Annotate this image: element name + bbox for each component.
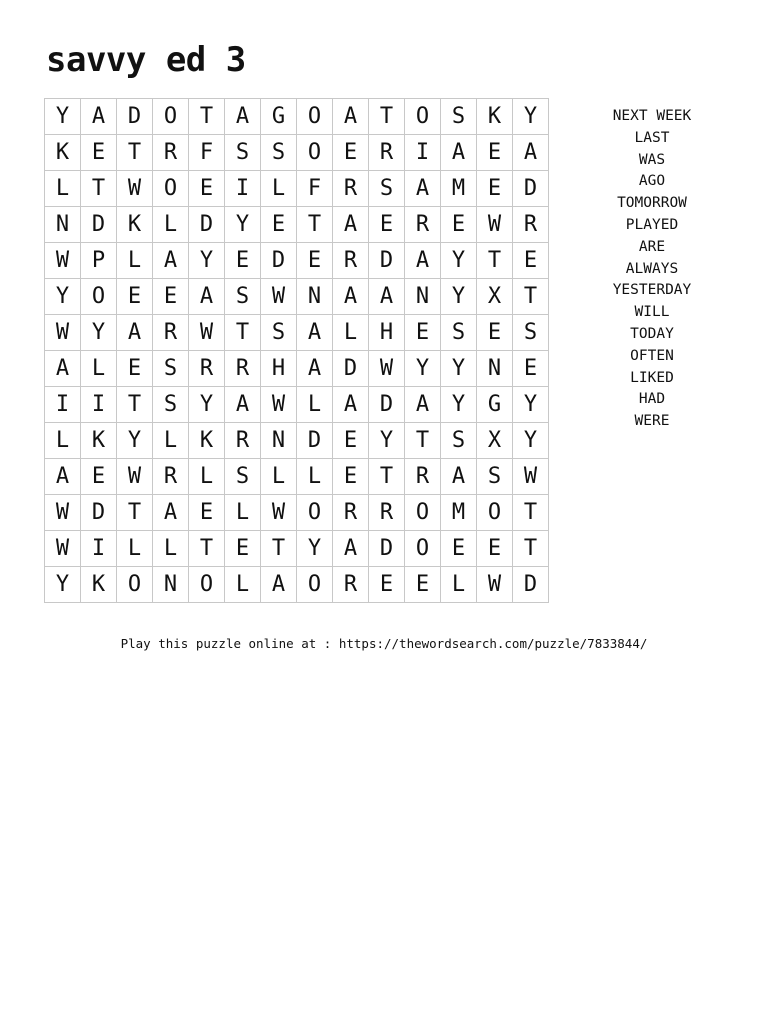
grid-row [45,423,549,459]
grid-cell: S [441,423,477,459]
grid-cell: A [117,315,153,351]
grid-cell: R [333,171,369,207]
grid-cell: A [153,243,189,279]
grid-cell: A [225,99,261,135]
word-list-item: NEXT WEEK [612,108,692,124]
grid-cell: E [441,531,477,567]
grid-cell: D [369,387,405,423]
grid-cell: H [261,351,297,387]
grid-cell: D [81,207,117,243]
grid-cell: E [117,351,153,387]
grid-cell: L [153,423,189,459]
grid-cell: E [297,243,333,279]
grid-cell: A [81,99,117,135]
grid-cell: Y [513,423,549,459]
grid-cell: R [333,243,369,279]
grid-cell: R [513,207,549,243]
grid-cell: A [405,387,441,423]
grid-cell: L [225,567,261,603]
word-list-item: ARE [638,238,666,255]
grid-cell: I [225,171,261,207]
grid-cell: D [333,351,369,387]
grid-cell: T [369,99,405,135]
grid-cell: A [297,351,333,387]
grid-cell: D [261,243,297,279]
grid-cell: E [369,207,405,243]
grid-cell: T [81,171,117,207]
grid-cell: W [117,171,153,207]
grid-cell: D [369,243,405,279]
grid-cell: E [513,351,549,387]
grid-cell: W [45,243,81,279]
grid-cell: E [369,567,405,603]
grid-cell: I [405,135,441,171]
grid-cell: K [81,567,117,603]
grid-cell: Y [513,99,549,135]
grid-cell: E [441,207,477,243]
grid-cell: K [117,207,153,243]
grid-cell: S [153,387,189,423]
grid-cell: A [405,243,441,279]
grid-cell: R [405,207,441,243]
grid-cell: E [225,531,261,567]
grid-cell: W [45,531,81,567]
word-list-item: LAST [634,129,670,146]
grid-cell: N [45,207,81,243]
grid-cell: N [477,351,513,387]
grid-cell: S [513,315,549,351]
grid-cell: R [333,495,369,531]
word-search-grid [44,98,549,603]
grid-cell: Y [405,351,441,387]
grid-row [45,279,549,315]
grid-cell: W [261,495,297,531]
grid-cell: W [117,459,153,495]
grid-cell: D [513,171,549,207]
grid-cell: T [513,495,549,531]
grid-cell: Y [441,351,477,387]
grid-cell: T [297,207,333,243]
grid-cell: T [117,135,153,171]
grid-cell: D [189,207,225,243]
grid-cell: O [297,495,333,531]
grid-cell: A [45,459,81,495]
grid-row [45,567,549,603]
grid-cell: D [81,495,117,531]
word-list-item: OFTEN [630,347,674,364]
grid-cell: R [369,135,405,171]
grid-cell: W [261,387,297,423]
grid-cell: A [333,531,369,567]
grid-cell: Y [189,243,225,279]
grid-cell: T [117,387,153,423]
grid-cell: G [261,99,297,135]
grid-cell: E [333,459,369,495]
grid-cell: W [369,351,405,387]
grid-cell: F [189,135,225,171]
grid-cell: F [297,171,333,207]
grid-cell: O [189,567,225,603]
grid-cell: T [261,531,297,567]
grid-cell: A [225,387,261,423]
grid-cell: X [477,423,513,459]
grid-cell: L [333,315,369,351]
grid-cell: A [333,99,369,135]
grid-cell: O [297,567,333,603]
grid-cell: L [297,387,333,423]
word-list-item: AGO [638,173,666,190]
grid-cell: O [405,99,441,135]
grid-cell: E [513,243,549,279]
grid-cell: S [225,279,261,315]
grid-cell: L [261,459,297,495]
grid-cell: R [153,315,189,351]
grid-cell: L [441,567,477,603]
grid-row [45,243,549,279]
grid-cell: O [153,99,189,135]
grid-cell: O [297,135,333,171]
footer-link-text: Play this puzzle online at : https://thewordsearch.com/puzzle/7833844/ [120,636,648,651]
grid-row [45,459,549,495]
grid-cell: K [45,135,81,171]
grid-cell: T [369,459,405,495]
grid-cell: T [189,99,225,135]
grid-cell: E [333,135,369,171]
grid-cell: H [369,315,405,351]
grid-cell: Y [297,531,333,567]
grid-row [45,207,549,243]
page-title: savvy ed 3 [46,40,246,80]
grid-cell: S [441,99,477,135]
grid-cell: I [81,387,117,423]
grid-cell: W [261,279,297,315]
grid-cell: E [189,171,225,207]
grid-cell: D [297,423,333,459]
grid-cell: O [477,495,513,531]
grid-cell: X [477,279,513,315]
grid-cell: T [225,315,261,351]
grid-cell: K [189,423,225,459]
grid-cell: M [441,495,477,531]
grid-cell: L [45,171,81,207]
grid-cell: A [189,279,225,315]
grid-cell: E [81,459,117,495]
grid-cell: A [441,135,477,171]
grid-cell: I [81,531,117,567]
grid-cell: Y [117,423,153,459]
grid-cell: R [333,567,369,603]
word-list-item: WAS [638,151,666,168]
grid-cell: N [405,279,441,315]
grid-cell: E [261,207,297,243]
grid-cell: S [261,135,297,171]
grid-cell: T [513,279,549,315]
grid-cell: O [405,495,441,531]
word-list-item: TODAY [630,325,674,342]
word-list-item: WILL [634,304,670,321]
grid-cell: O [405,531,441,567]
grid-cell: R [153,135,189,171]
grid-cell: E [405,567,441,603]
grid-cell: E [189,495,225,531]
grid-cell: S [225,459,261,495]
grid-cell: Y [45,99,81,135]
grid-cell: R [405,459,441,495]
grid-cell: E [477,531,513,567]
grid-cell: E [477,171,513,207]
grid-cell: E [477,135,513,171]
grid-cell: N [297,279,333,315]
word-list-item: PLAYED [625,216,679,233]
grid-cell: Y [225,207,261,243]
grid-cell: L [261,171,297,207]
grid-row [45,495,549,531]
grid-cell: O [117,567,153,603]
word-list-item: ALWAYS [625,260,679,277]
grid-cell: W [189,315,225,351]
grid-cell: L [225,495,261,531]
grid-cell: L [81,351,117,387]
grid-cell: A [405,171,441,207]
grid-cell: Y [45,279,81,315]
grid-cell: S [225,135,261,171]
grid-cell: Y [513,387,549,423]
grid-cell: I [45,387,81,423]
grid-cell: N [153,567,189,603]
grid-cell: E [333,423,369,459]
grid-cell: A [333,387,369,423]
grid-cell: L [45,423,81,459]
grid-cell: L [117,531,153,567]
grid-cell: Y [441,387,477,423]
grid-cell: T [477,243,513,279]
grid-cell: R [225,351,261,387]
grid-cell: E [477,315,513,351]
grid-cell: A [261,567,297,603]
grid-cell: N [261,423,297,459]
word-list-item: HAD [638,391,666,408]
grid-cell: Y [189,387,225,423]
grid-cell: E [225,243,261,279]
grid-cell: S [369,171,405,207]
grid-cell: O [297,99,333,135]
grid-cell: L [297,459,333,495]
grid-cell: T [405,423,441,459]
grid-cell: Y [45,567,81,603]
grid-cell: E [81,135,117,171]
grid-cell: T [189,531,225,567]
word-list-item: YESTERDAY [612,282,692,299]
grid-cell: W [477,567,513,603]
grid-cell: L [153,531,189,567]
grid-cell: E [117,279,153,315]
grid-row [45,351,549,387]
grid-cell: T [117,495,153,531]
grid-cell: S [153,351,189,387]
grid-cell: G [477,387,513,423]
grid-cell: A [441,459,477,495]
grid-cell: D [117,99,153,135]
grid-cell: W [45,495,81,531]
grid-cell: Y [441,279,477,315]
grid-cell: A [513,135,549,171]
word-list-item: TOMORROW [617,195,687,212]
grid-cell: S [477,459,513,495]
grid-cell: L [117,243,153,279]
grid-cell: A [333,207,369,243]
grid-cell: D [369,531,405,567]
grid-row [45,387,549,423]
grid-cell: S [261,315,297,351]
grid-cell: O [81,279,117,315]
grid-cell: T [513,531,549,567]
grid-cell: A [45,351,81,387]
grid-cell: R [225,423,261,459]
word-list-item: LIKED [630,369,674,386]
grid-cell: E [405,315,441,351]
grid-row [45,135,549,171]
grid-row [45,171,549,207]
grid-cell: R [153,459,189,495]
grid-cell: R [369,495,405,531]
grid-cell: W [477,207,513,243]
grid-cell: A [369,279,405,315]
grid-cell: R [189,351,225,387]
word-list [598,106,706,433]
grid-cell: D [513,567,549,603]
grid-cell: S [441,315,477,351]
grid-cell: Y [441,243,477,279]
grid-cell: A [297,315,333,351]
grid-cell: K [477,99,513,135]
grid-cell: M [441,171,477,207]
grid-cell: W [45,315,81,351]
grid-row [45,531,549,567]
grid-cell: A [153,495,189,531]
word-list-item: WERE [634,413,670,430]
grid-cell: W [513,459,549,495]
grid-cell: Y [369,423,405,459]
grid-cell: O [153,171,189,207]
grid-cell: Y [81,315,117,351]
grid-cell: K [81,423,117,459]
grid-cell: P [81,243,117,279]
grid-row [45,99,549,135]
grid-row [45,315,549,351]
grid-cell: L [189,459,225,495]
grid-cell: E [153,279,189,315]
grid-cell: A [333,279,369,315]
grid-cell: L [153,207,189,243]
